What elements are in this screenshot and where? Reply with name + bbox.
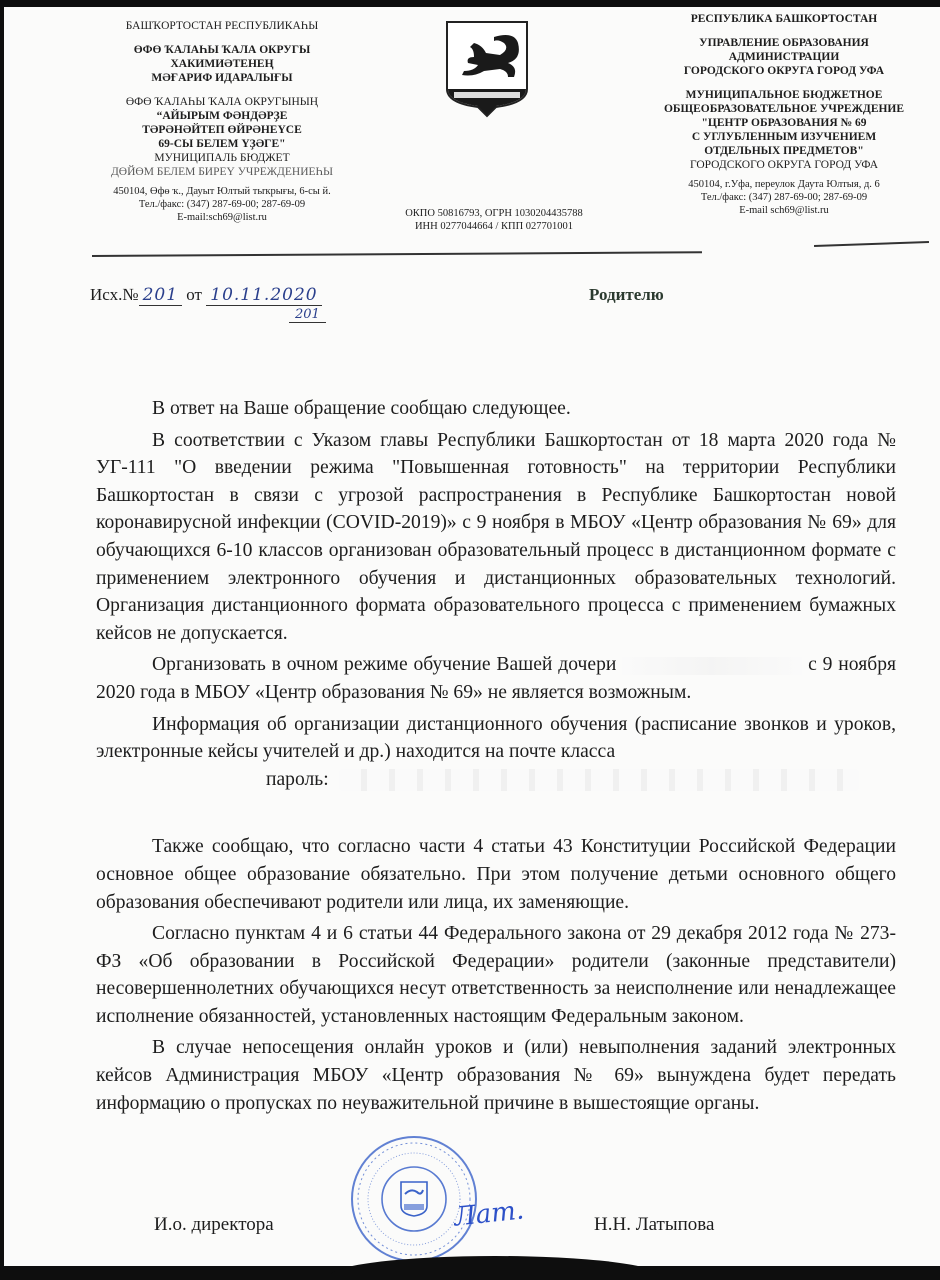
header-right-school-2: ОБЩЕОБРАЗОВАТЕЛЬНОЕ УЧРЕЖДЕНИЕ bbox=[663, 103, 905, 115]
header-right-phone: Тел./факс: (347) 287-69-00; 287-69-09 bbox=[700, 192, 868, 203]
signatory-name: Н.Н. Латыпова bbox=[594, 1214, 715, 1235]
redacted-password bbox=[339, 769, 859, 791]
header-left-phone: Тел./факс: (347) 287-69-00; 287-69-09 bbox=[138, 199, 306, 210]
header-right-admin-2: АДМИНИСТРАЦИИ bbox=[728, 51, 840, 63]
header-left-address: 450104, Өфө ҡ., Дауыт Юлтый тыҡрығы, 6-сы й. bbox=[113, 186, 331, 197]
header-right-admin-1: УПРАВЛЕНИЕ ОБРАЗОВАНИЯ bbox=[699, 37, 869, 49]
paragraph-consequences: В случае непосещения онлайн уроков и (или) невыполнения заданий электронных кейсов Администрация МБОУ «Центр образования № 69» вынуждена будет передать информацию о пропусках по неуважительной причине в вышестоящие органы. bbox=[96, 1037, 896, 1114]
header-center-codes bbox=[364, 207, 624, 233]
outgoing-no-label: Исх.№ bbox=[90, 285, 139, 304]
outgoing-correction: 201 bbox=[289, 307, 326, 323]
header-left-school-1: ӨФӨ ҠАЛАҺЫ ҠАЛА ОКРУГЫНЫҢ bbox=[125, 96, 319, 108]
paragraph-decree: В соответствии с Указом главы Республики Башкортостан от 18 марта 2020 года № УГ-111 "О введении режима "Повышенная готовность" на территории Республики Башкортостан в связи с угрозой распространения в Республике Башкортостан новой коронавирусной инфекции (COVID-2019)» с 9 ноября в МБОУ «Центр образования № 69» для обучающихся 6-10 классов организован образовательный процесс в дистанционном формате с применением электронного обучения и дистанционных образовательных технологий. Организация дистанционного формата образовательного процесса с применением бумажных кейсов не допускается. bbox=[96, 429, 896, 644]
ufa-emblem-icon bbox=[444, 19, 530, 119]
header-left-republic: БАШҠОРТОСТАН РЕСПУБЛИКАҺЫ bbox=[125, 20, 319, 32]
header-left-admin-2: ХАКИМИӘТЕНЕҢ bbox=[170, 58, 274, 70]
paragraph-daughter-end: с 9 ноября 2020 года в МБОУ «Центр образования № 69» не является возможным. bbox=[96, 654, 896, 703]
header-right-school-3: "ЦЕНТР ОБРАЗОВАНИЯ № 69 bbox=[701, 117, 867, 129]
header-divider bbox=[92, 251, 702, 257]
header-left-school-5: МУНИЦИПАЛЬ БЮДЖЕТ bbox=[154, 152, 290, 164]
header-left-school-2: “АЙЫРЫМ ФӘНДӘРҘЕ bbox=[156, 110, 288, 122]
header-left-admin-3: МӘҒАРИФ ИДАРАЛЫҒЫ bbox=[151, 72, 293, 84]
signatory-title: И.о. директора bbox=[154, 1214, 274, 1235]
paragraph-daughter-start: Организовать в очном режиме обучение Вашей дочери bbox=[152, 654, 617, 676]
header-right bbox=[634, 12, 934, 217]
header-codes-line2: ИНН 0277044664 / КПП 027701001 bbox=[414, 221, 574, 232]
paragraph-info: Информация об организации дистанционного обучения (расписание звонков и уроков, электронные кейсы учителей и др.) находится на почте класса bbox=[96, 713, 896, 763]
header-codes-line1: ОКПО 50816793, ОГРН 1030204435788 bbox=[405, 208, 583, 219]
header-right-republic: РЕСПУБЛИКА БАШКОРТОСТАН bbox=[690, 13, 878, 25]
paragraph-federal-law: Согласно пунктам 4 и 6 статьи 44 Федерального закона от 29 декабря 2012 года № 273-ФЗ «Об образовании в Российской Федерации» родители (законные представители) несовершеннолетних обучающихся несут ответственность за неисполнение или ненадлежащее исполнение обязанностей, установленных настоящим Федеральным законом. bbox=[96, 923, 896, 1027]
header-left-school-6: ДӨЙӨМ БЕЛЕМ БИРЕҮ УЧРЕЖДЕНИЕҺЫ bbox=[110, 166, 334, 178]
header-right-address: 450104, г.Уфа, переулок Даута Юлтыя, д. 6 bbox=[688, 179, 880, 190]
password-label: пароль: bbox=[266, 768, 329, 790]
header-right-admin-3: ГОРОДСКОГО ОКРУГА ГОРОД УФА bbox=[683, 65, 885, 77]
redacted-name bbox=[622, 657, 802, 675]
header-left bbox=[72, 19, 372, 224]
header-left-school-3: ТӘРӘНӘЙТЕП ӨЙРӘНЕҮСЕ bbox=[142, 124, 302, 136]
header-right-school-4: С УГЛУБЛЕННЫМ ИЗУЧЕНИЕМ bbox=[691, 131, 877, 143]
header-right-school-5: ОТДЕЛЬНЫХ ПРЕДМЕТОВ" bbox=[704, 145, 864, 157]
header-right-school-6: ГОРОДСКОГО ОКРУГА ГОРОД УФА bbox=[689, 159, 879, 171]
paragraph-constitution: Также сообщаю, что согласно части 4 статьи 43 Конституции Российской Федерации основное общее образование обязательно. При этом получение детьми основного общего образования обеспечивают родители или лица, их заменяющие. bbox=[96, 836, 896, 913]
outgoing-from-label: от bbox=[186, 285, 202, 304]
header-left-admin-1: ӨФӨ ҠАЛАҺЫ ҠАЛА ОКРУГЫ bbox=[133, 44, 311, 56]
header-right-email: E-mail sch69@list.ru bbox=[739, 205, 829, 216]
header-left-school-4: 69-СЫ БЕЛЕМ ҮҘӘГЕ" bbox=[158, 138, 286, 150]
outgoing-date: 10.11.2020 bbox=[206, 285, 321, 306]
paragraph-intro: В ответ на Ваше обращение сообщаю следующее. bbox=[152, 398, 571, 419]
header-left-email: E-mail:sch69@list.ru bbox=[177, 212, 267, 223]
outgoing-reference bbox=[90, 285, 322, 306]
letter-body bbox=[96, 395, 896, 1117]
recipient: Родителю bbox=[589, 285, 664, 304]
official-stamp-icon bbox=[349, 1134, 479, 1264]
header-right-school-1: МУНИЦИПАЛЬНОЕ БЮДЖЕТНОЕ bbox=[685, 89, 883, 101]
password-line bbox=[96, 766, 896, 794]
paragraph-daughter bbox=[96, 651, 896, 706]
outgoing-number: 201 bbox=[139, 285, 182, 306]
header-divider-right bbox=[814, 241, 929, 247]
handwritten-signature: Лат. bbox=[452, 1195, 526, 1233]
